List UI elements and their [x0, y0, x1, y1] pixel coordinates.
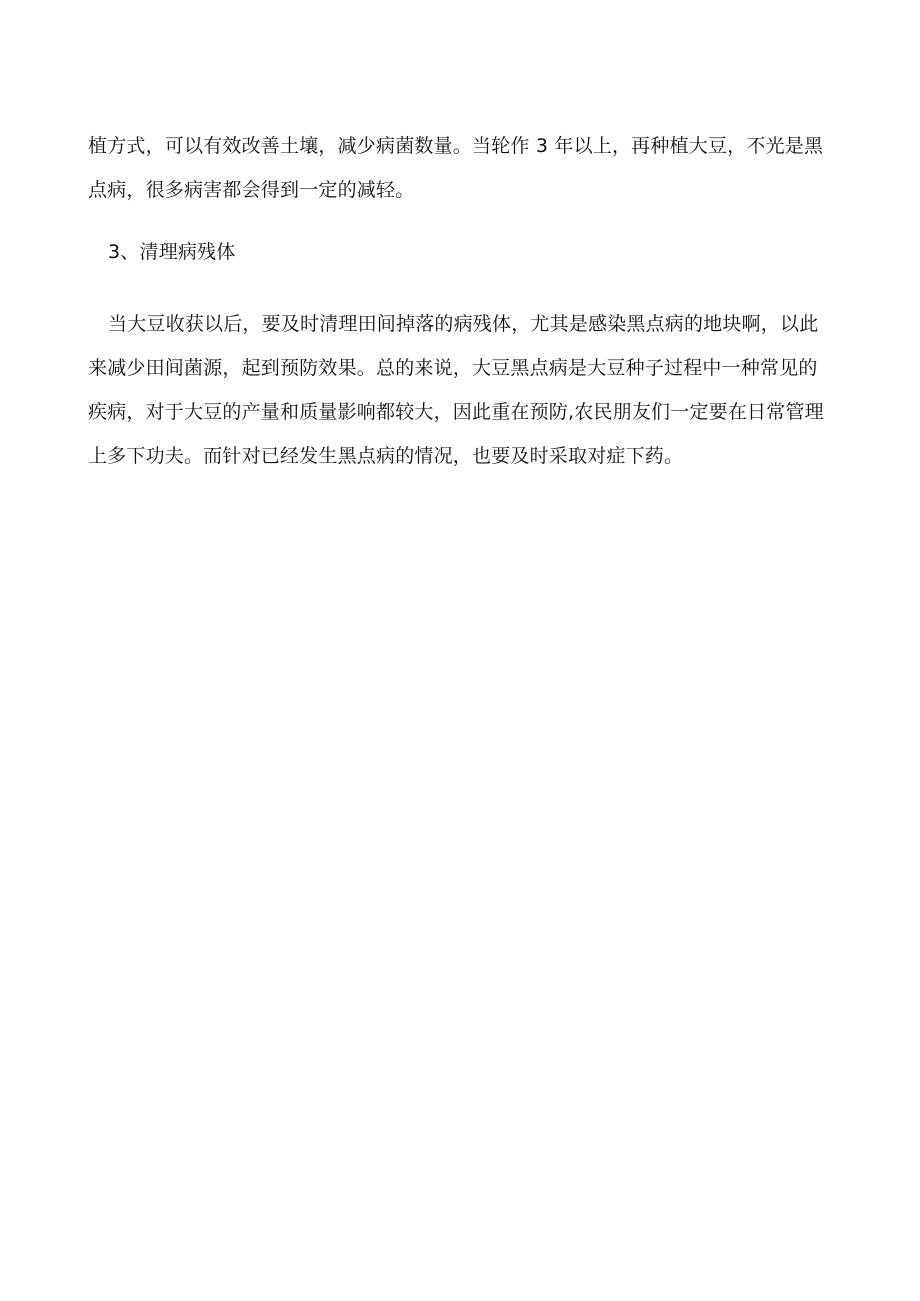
section-heading-clear-residue: 3、清理病残体 — [108, 241, 236, 263]
paragraph-crop-rotation: 植方式，可以有效改善土壤，减少病菌数量。当轮作 3 年以上，再种植大豆，不光是黑点病，很多病害都会得到一定的减轻。 — [88, 135, 824, 201]
paragraph-clear-residue: 当大豆收获以后，要及时清理田间掉落的病残体，尤其是感染黑点病的地块啊，以此来减少田间菌源，起到预防效果。总的来说，大豆黑点病是大豆种子过程中一种常见的疾病，对于大豆的产量和质量影响都较大，因此重在预防,农民朋友们一定要在日常管理上多下功夫。而针对已经发生黑点病的情况，也要及时采取对症下药。 — [88, 313, 824, 467]
